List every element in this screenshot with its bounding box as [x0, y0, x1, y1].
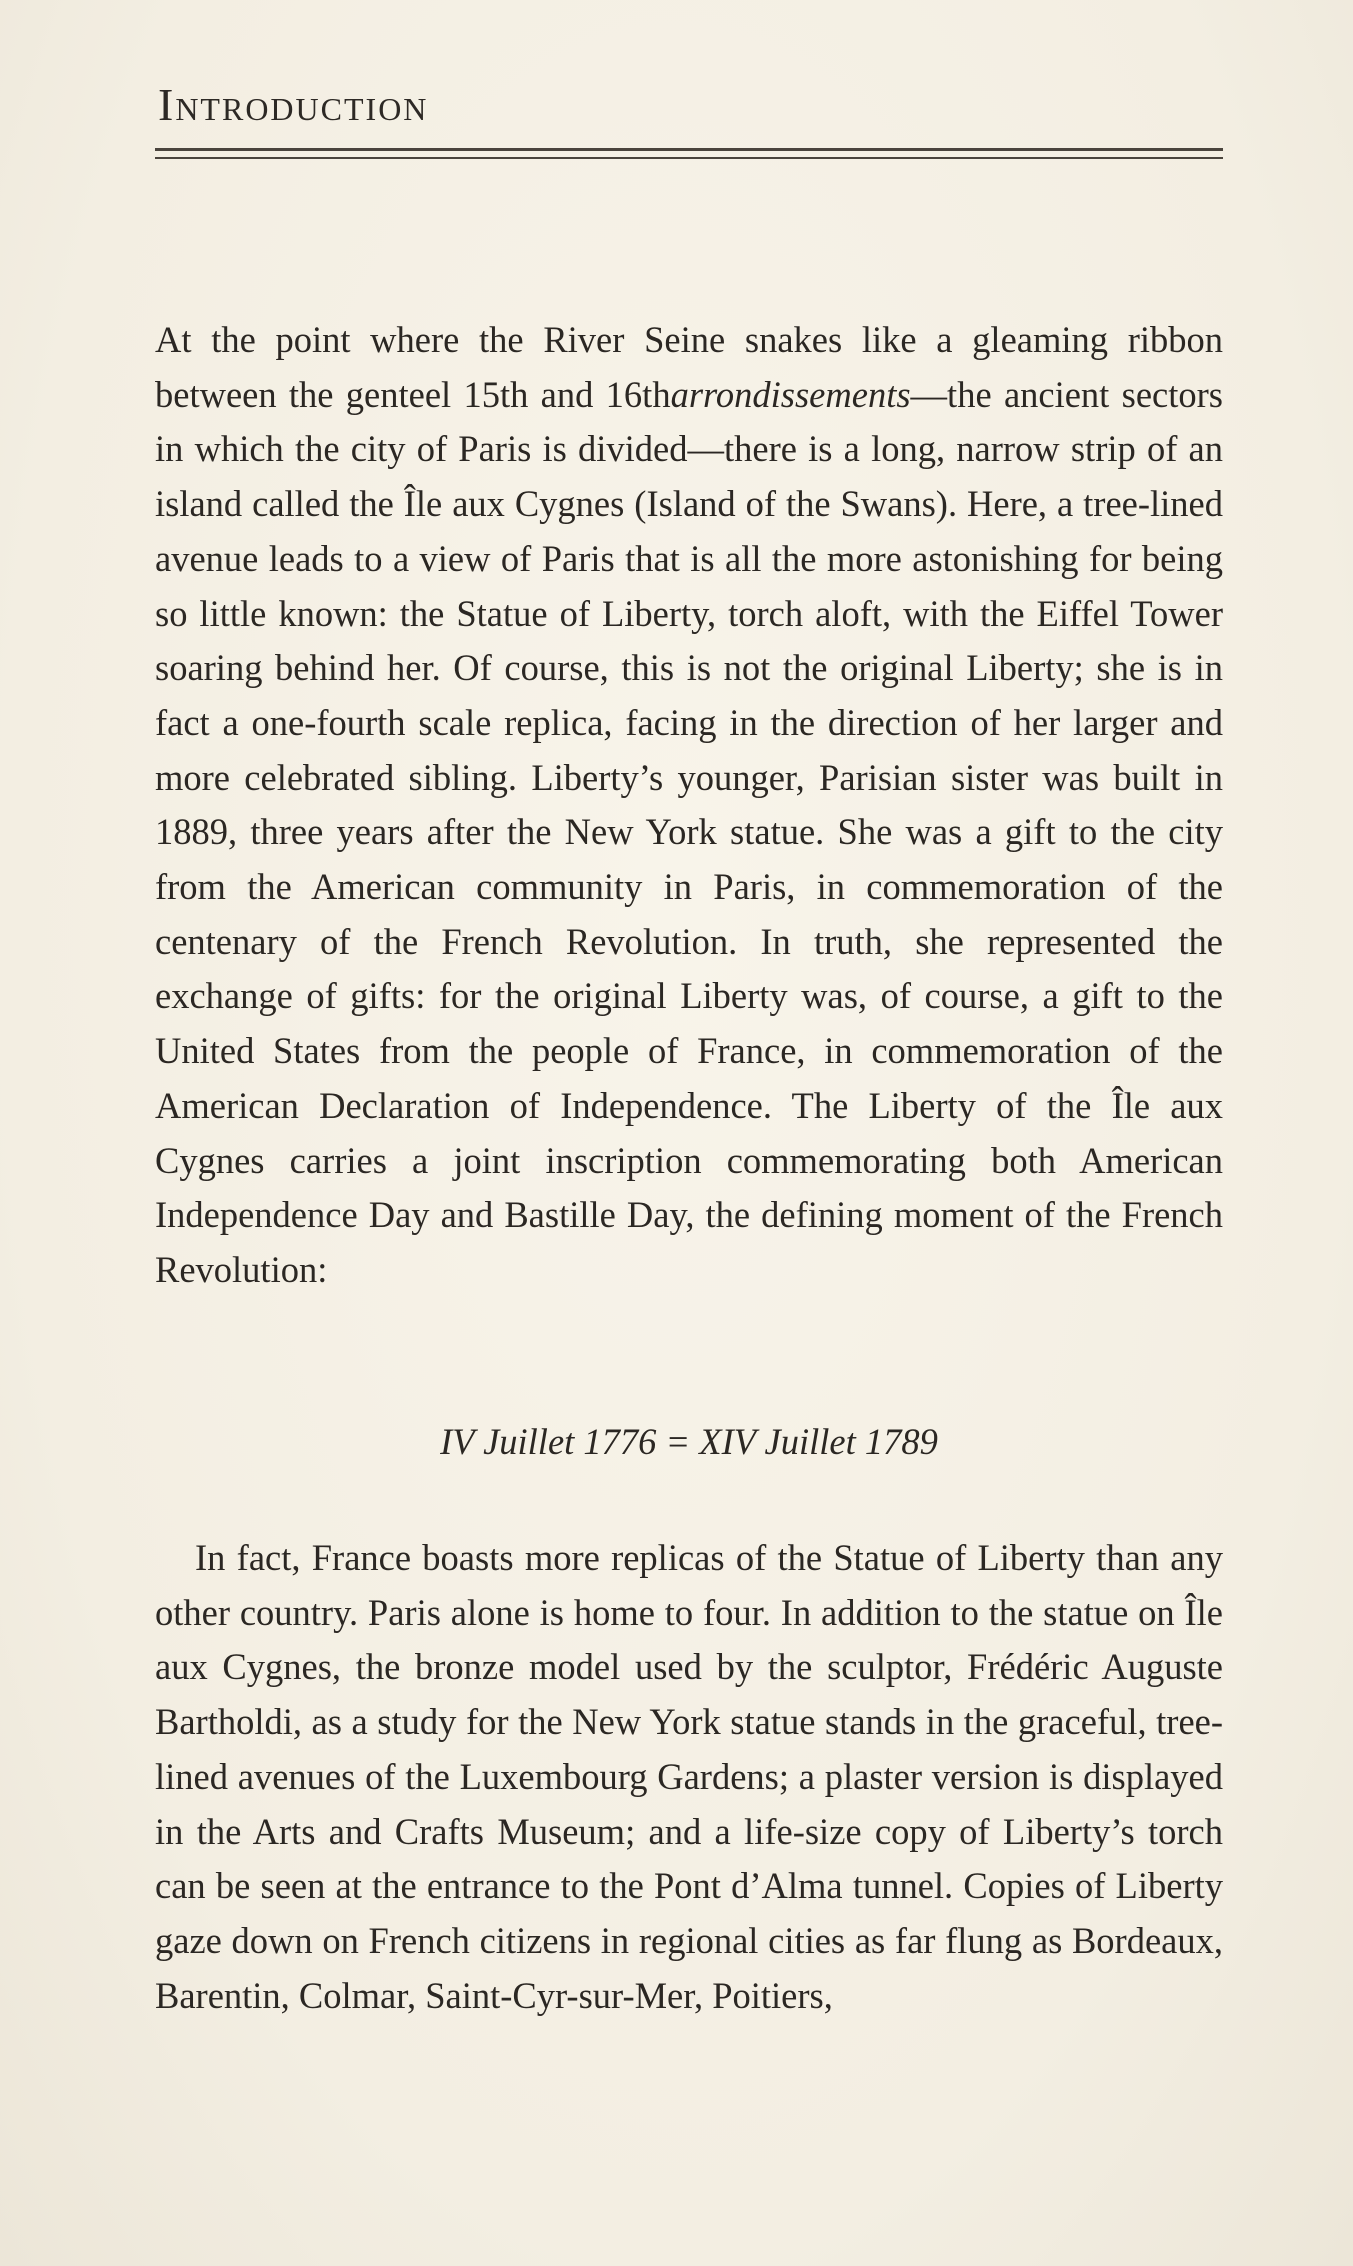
title-rule-thick	[155, 148, 1223, 151]
inscription: IV Juillet 1776 = XIV Juillet 1789	[440, 1421, 938, 1462]
chapter-title: Introduction	[158, 79, 429, 130]
paragraph-2: In fact, France boasts more replicas of the Statue of Liberty than any other country. Paris alone is home to four. In addition to the statue on Île aux Cygnes, the bronze model used by the sculptor, Frédéric Auguste Bartholdi, as a study for the New York statue stands in the graceful, tree-lined avenues of the Luxembourg Gardens; a plaster version is displayed in the Arts and Crafts Museum; and a life-size copy of Liberty’s torch can be seen at the entrance to the Pont d’Alma tunnel. Copies of Liberty gaze down on French citizens in regional cities as far flung as Bordeaux, Barentin, Colmar, Saint-Cyr-sur-Mer, Poitiers,	[155, 1537, 1223, 2016]
paragraph-1-rest: —the ancient sectors in which the city of Paris is divided—there is a long, narrow strip of an island called the Île aux Cygnes (Island of the Swans). Here, a tree-lined avenue leads to a view of Paris that is all the more astonishing for being so little known: the Statue of Liberty, torch aloft, with the Eiffel Tower soaring behind her. Of course, this is not the original Liberty; she is in fact a one-fourth scale replica, facing in the direction of her larger and more celebrated sibling. Liberty’s younger, Parisian sister was built in 1889, three years after the New York statue. She was a gift to the city from the American community in Paris, in commemoration of the centenary of the French Revolution. In truth, she represented the exchange of gifts: for the original Liberty was, of course, a gift to the United States from the people of France, in commemoration of the American Declaration of Independence. The Liberty of the Île aux Cygnes carries a joint inscription commemorating both American Independence Day and Bastille Day, the defining moment of the French Revolution:	[155, 373, 1223, 1290]
title-rule-thin	[155, 157, 1223, 159]
italic-term: arrondissements	[670, 373, 911, 415]
paragraph-1-lead: At the point where the River Seine snakes like a gleaming ribbon between the genteel 15th and 16th	[155, 319, 1223, 415]
paragraph-1	[155, 313, 1223, 1298]
